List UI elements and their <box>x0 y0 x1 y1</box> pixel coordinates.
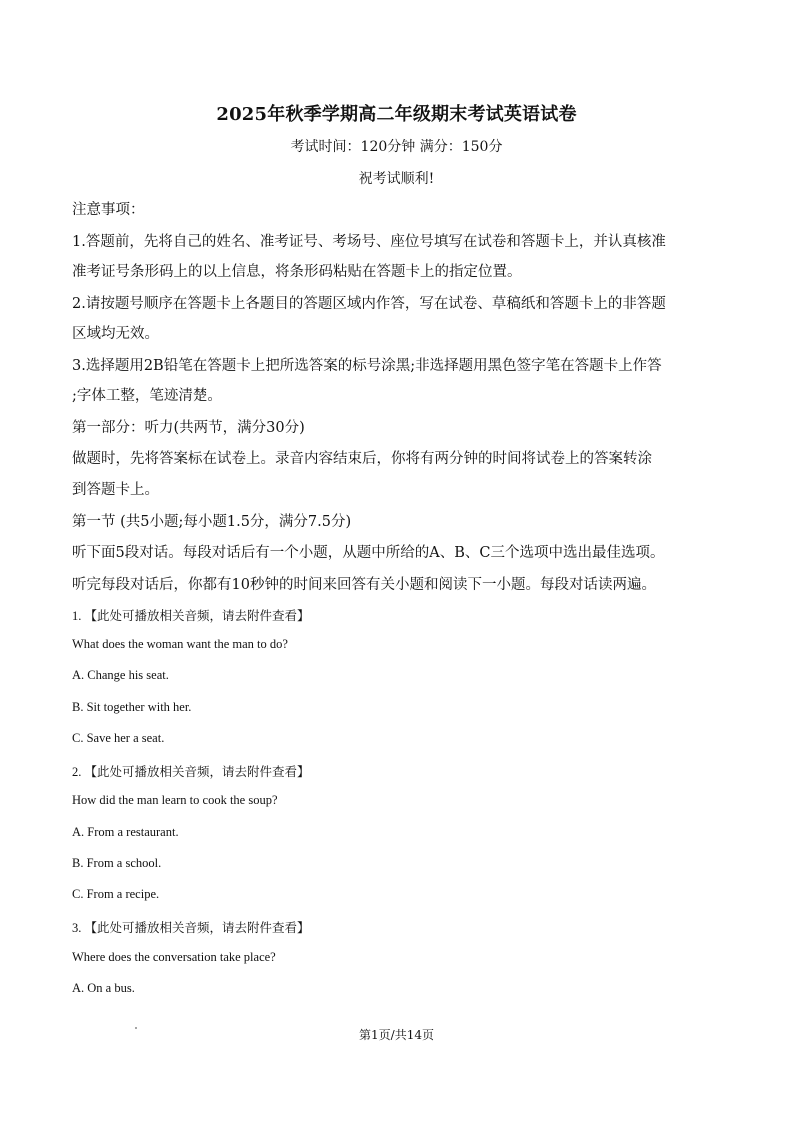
notice-item-1-line-1: 1.答题前，先将自己的姓名、准考证号、考场号、座位号填写在试卷和答题卡上，并认真核准 <box>72 234 666 250</box>
question-1-text: What does the woman want the man to do? <box>72 637 288 651</box>
question-2-option-a: A. From a restaurant. <box>72 825 179 839</box>
page-number: 第1页/共14页 <box>359 1028 434 1042</box>
notice-heading: 注意事项： <box>72 202 145 218</box>
part1-intro-line-1: 做题时，先将答案标在试卷上。录音内容结束后，你将有两分钟的时间将试卷上的答案转涂 <box>72 451 652 467</box>
part1-heading: 第一部分：听力(共两节，满分30分) <box>72 420 305 436</box>
notice-item-3-line-1: 3.选择题用2B铅笔在答题卡上把所选答案的标号涂黑;非选择题用黑色签字笔在答题卡上作答 <box>72 358 662 374</box>
notice-item-2-line-1: 2.请按题号顺序在答题卡上各题目的答题区域内作答，写在试卷、草稿纸和答题卡上的非答题 <box>72 296 666 312</box>
section1-instructions-line-1: 听下面5段对话。每段对话后有一个小题，从题中所给的A、B、C三个选项中选出最佳选项。 <box>72 545 665 561</box>
section1-instructions-line-2: 听完每段对话后，你都有10秒钟的时间来回答有关小题和阅读下一小题。每段对话读两遍。 <box>72 577 656 593</box>
question-1-option-b: B. Sit together with her. <box>72 700 192 714</box>
notice-item-1-line-2: 准考证号条形码上的以上信息，将条形码粘贴在答题卡上的指定位置。 <box>72 264 522 280</box>
question-3-text: Where does the conversation take place? <box>72 950 276 964</box>
question-1-audio-label: 1. 【此处可播放相关音频，请去附件查看】 <box>72 609 310 623</box>
good-luck-text: 祝考试顺利! <box>358 171 435 187</box>
notice-item-2-line-2: 区域均无效。 <box>72 326 159 342</box>
exam-info: 考试时间：120分钟 满分：150分 <box>290 139 503 155</box>
question-2-audio-label: 2. 【此处可播放相关音频，请去附件查看】 <box>72 765 310 779</box>
question-2-option-c: C. From a recipe. <box>72 887 160 901</box>
question-2-text: How did the man learn to cook the soup? <box>72 793 278 807</box>
question-1-option-a: A. Change his seat. <box>72 668 169 682</box>
question-1-option-c: C. Save her a seat. <box>72 731 165 745</box>
question-2-option-b: B. From a school. <box>72 856 162 870</box>
notice-item-3-line-2: ;字体工整，笔迹清楚。 <box>72 388 222 404</box>
section1-heading: 第一节 (共5小题;每小题1.5分，满分7.5分) <box>72 514 352 530</box>
part1-intro-line-2: 到答题卡上。 <box>72 482 159 498</box>
question-3-audio-label: 3. 【此处可播放相关音频，请去附件查看】 <box>72 921 310 935</box>
question-3-option-a: A. On a bus. <box>72 981 135 995</box>
exam-title: 2025年秋季学期高二年级期末考试英语试卷 <box>216 104 577 125</box>
